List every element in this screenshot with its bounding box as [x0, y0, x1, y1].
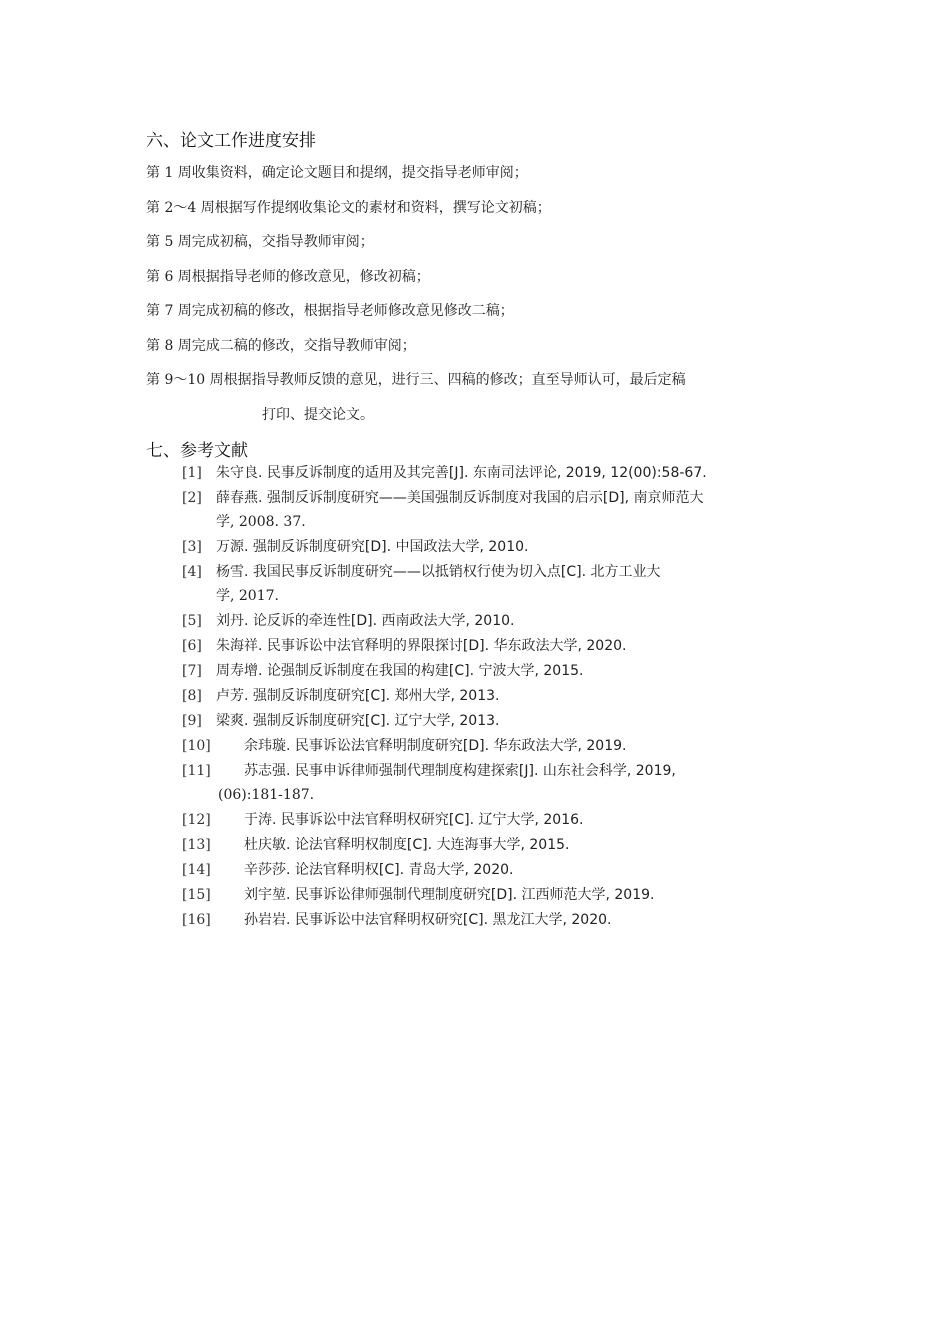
reference-item: [12] 于涛. 民事诉讼中法官释明权研究[C]. 辽宁大学, 2016. — [182, 812, 584, 828]
schedule-item-week-2-4: 第 2～4 周根据写作提纲收集论文的素材和资料，撰写论文初稿； — [146, 200, 551, 216]
schedule-item-continuation: 打印、提交论文。 — [262, 407, 374, 423]
reference-item: [7] 周寿增. 论强制反诉制度在我国的构建[C]. 宁波大学, 2015. — [182, 663, 584, 679]
reference-item: [5] 刘丹. 论反诉的牵连性[D]. 西南政法大学, 2010. — [182, 613, 515, 629]
reference-item: [16] 孙岩岩. 民事诉讼中法官释明权研究[C]. 黑龙江大学, 2020. — [182, 912, 612, 928]
reference-item: [10] 余玮璇. 民事诉讼法官释明制度研究[D]. 华东政法大学, 2019. — [182, 738, 627, 754]
schedule-item-week-1: 第 1 周收集资料，确定论文题目和提纲，提交指导老师审阅； — [146, 165, 528, 181]
reference-item: [4] 杨雪. 我国民事反诉制度研究——以抵销权行使为切入点[C]. 北方工业大 学, 2017. — [182, 564, 661, 604]
section-heading-schedule: 六、论文工作进度安排 — [146, 131, 316, 151]
schedule-item-week-7: 第 7 周完成初稿的修改，根据指导老师修改意见修改二稿； — [146, 303, 514, 319]
reference-item: [6] 朱海祥. 民事诉讼中法官释明的界限探讨[D]. 华东政法大学, 2020. — [182, 638, 627, 654]
reference-item: [11] 苏志强. 民事申诉律师强制代理制度构建探索[J]. 山东社会科学, 2019, (06):181-187. — [182, 763, 676, 803]
schedule-item-week-8: 第 8 周完成二稿的修改，交指导教师审阅； — [146, 338, 416, 354]
reference-item: [3] 万源. 强制反诉制度研究[D]. 中国政法大学, 2010. — [182, 539, 529, 555]
reference-item: [15] 刘宇堃. 民事诉讼律师强制代理制度研究[D]. 江西师范大学, 2019. — [182, 887, 655, 903]
reference-item: [13] 杜庆敏. 论法官释明权制度[C]. 大连海事大学, 2015. — [182, 837, 570, 853]
reference-item: [9] 梁爽. 强制反诉制度研究[C]. 辽宁大学, 2013. — [182, 713, 500, 729]
schedule-item-week-6: 第 6 周根据指导老师的修改意见，修改初稿； — [146, 269, 430, 285]
reference-item: [8] 卢芳. 强制反诉制度研究[C]. 郑州大学, 2013. — [182, 688, 500, 704]
reference-item: [14] 辛莎莎. 论法官释明权[C]. 青岛大学, 2020. — [182, 862, 514, 878]
section-heading-references: 七、参考文献 — [146, 441, 248, 461]
reference-item: [1] 朱守良. 民事反诉制度的适用及其完善[J]. 东南司法评论, 2019, 12(00):58-67. — [182, 465, 707, 481]
reference-item: [2] 薛春燕. 强制反诉制度研究——美国强制反诉制度对我国的启示[D], 南京师范大 学, 2008. 37. — [182, 490, 704, 530]
schedule-item-week-9-10: 第 9～10 周根据指导教师反馈的意见，进行三、四稿的修改；直至导师认可，最后定稿 — [146, 372, 686, 388]
schedule-item-week-5: 第 5 周完成初稿，交指导教师审阅； — [146, 234, 374, 250]
